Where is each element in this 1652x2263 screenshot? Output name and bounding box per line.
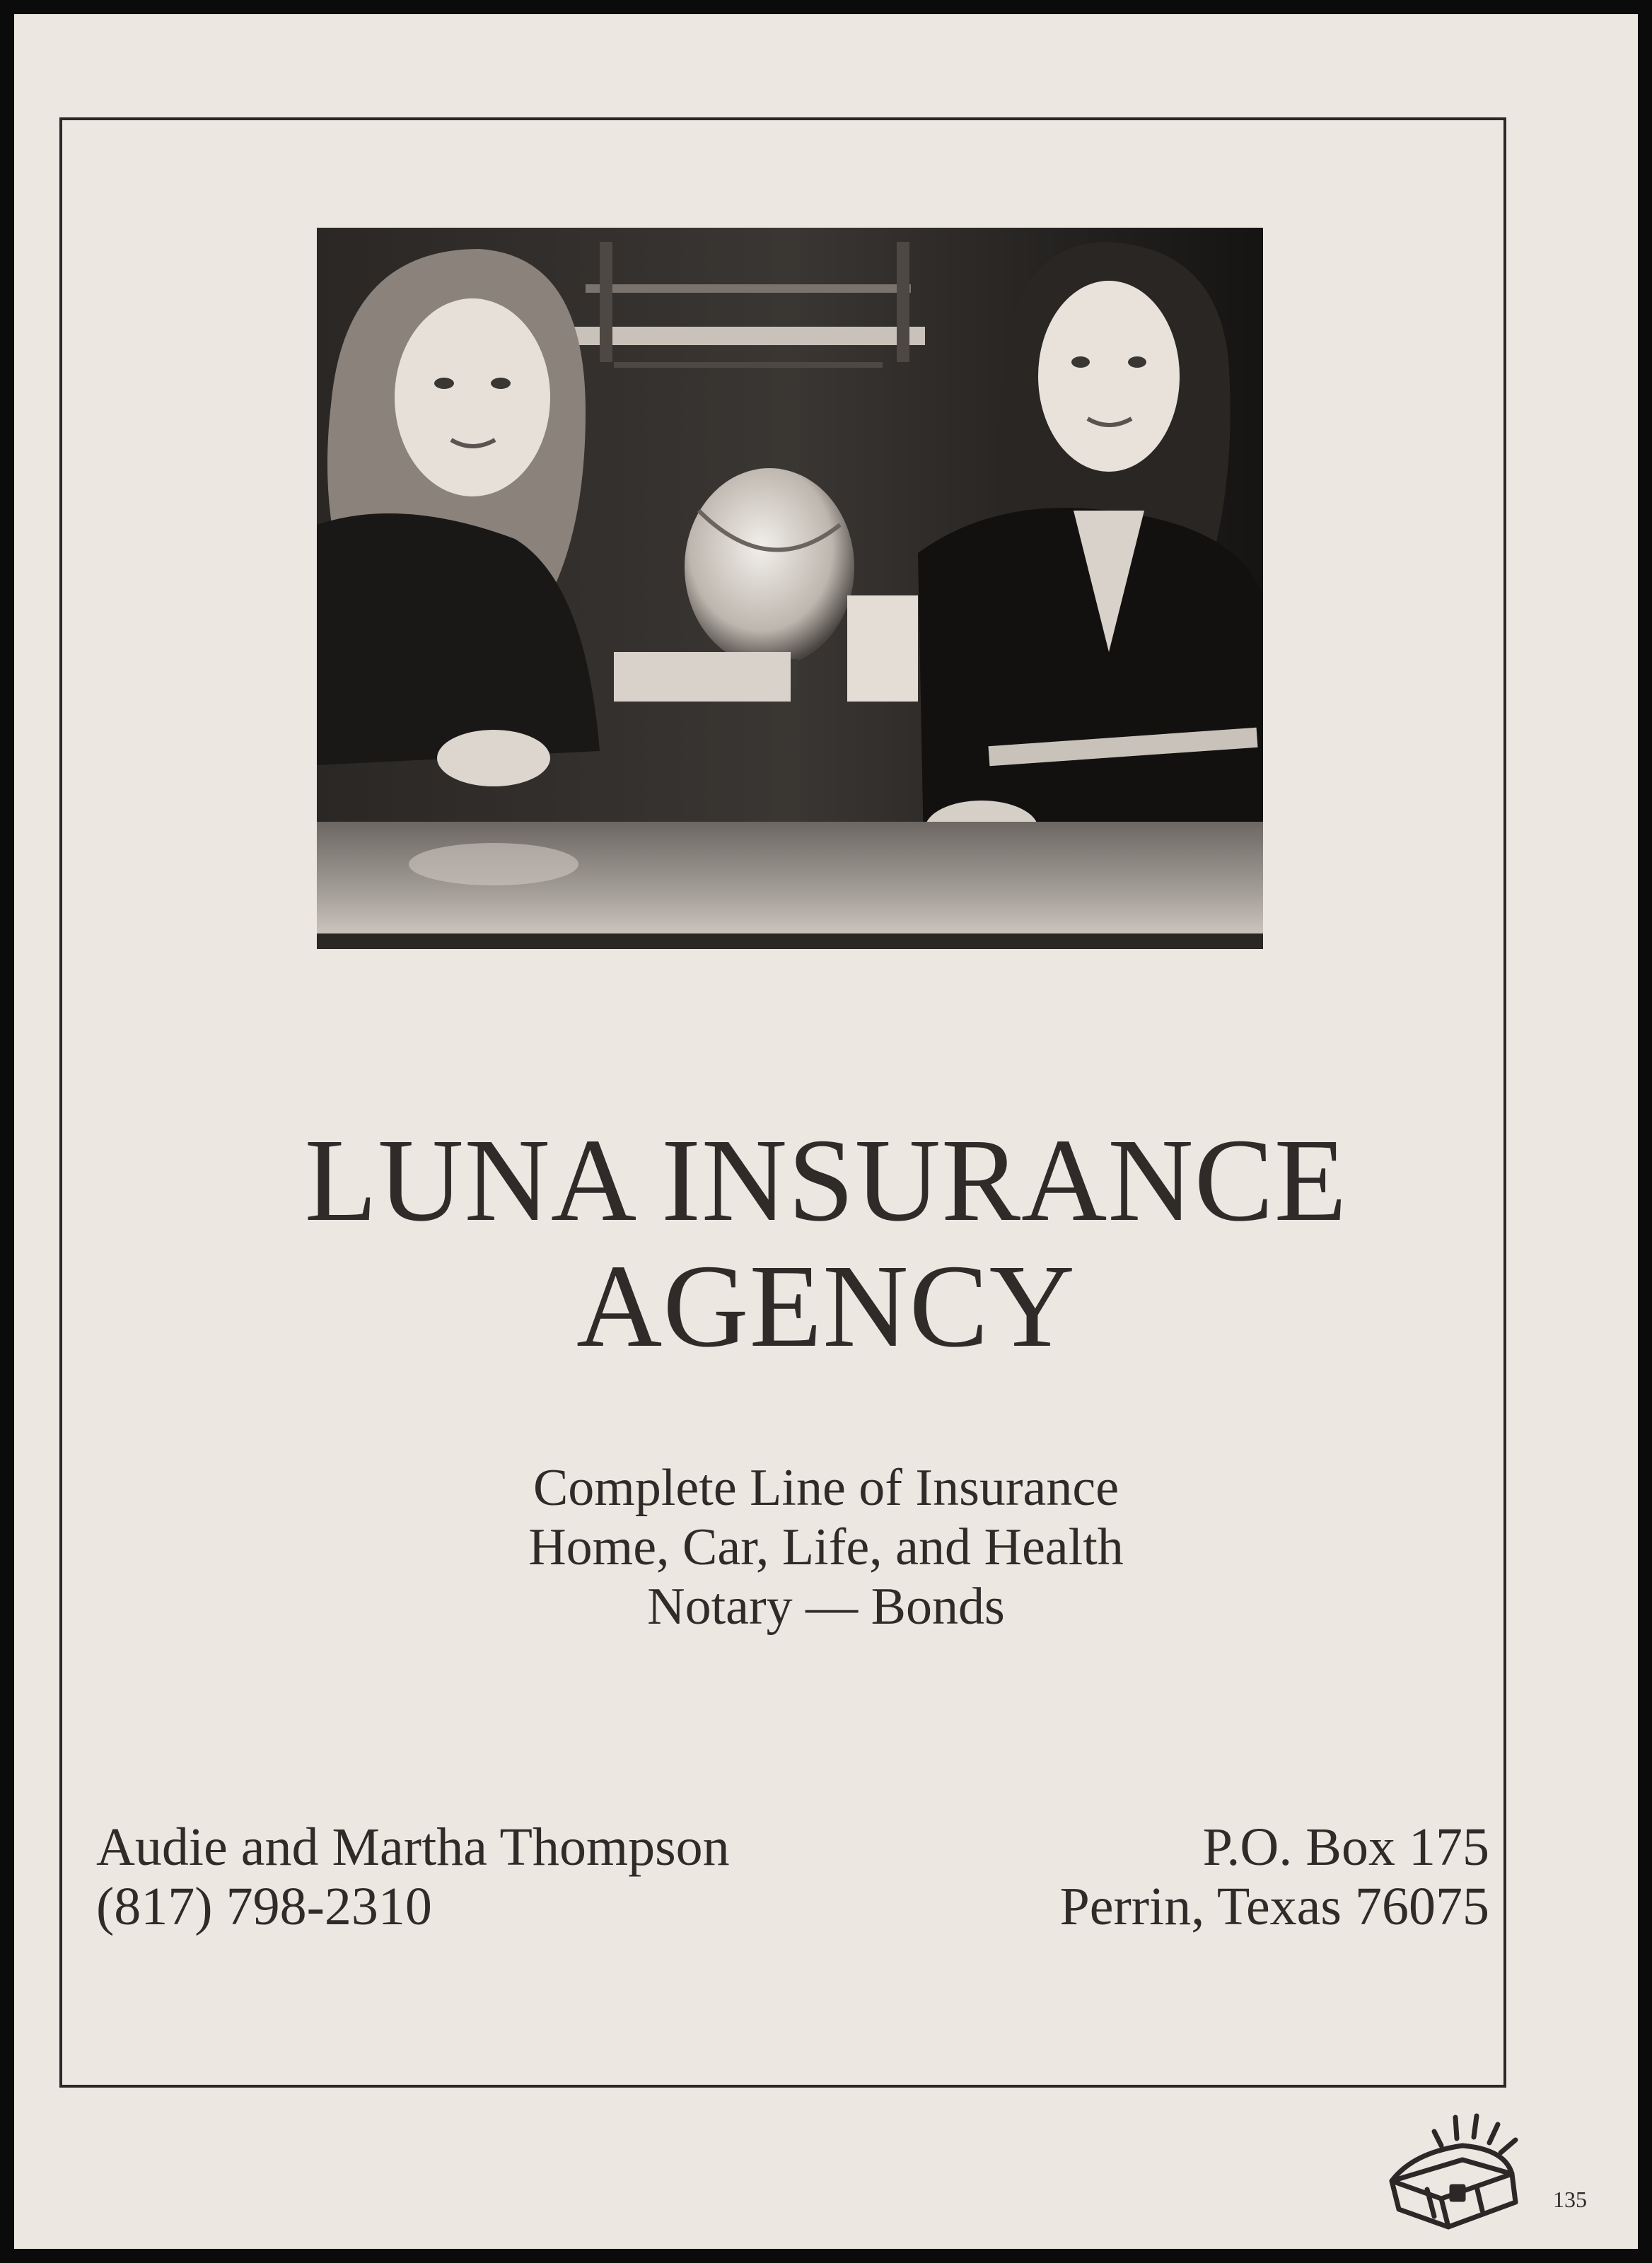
address-line2: Perrin, Texas 76075 (1059, 1877, 1489, 1936)
agency-name (14, 1115, 1638, 1372)
contact-block (96, 1817, 730, 1936)
services-list (14, 1458, 1638, 1636)
agency-name-line2: AGENCY (576, 1240, 1076, 1372)
treasure-chest-icon (1371, 2103, 1540, 2230)
contact-name: Audie and Martha Thompson (96, 1817, 730, 1877)
contact-phone: (817) 798-2310 (96, 1877, 432, 1936)
photo-illustration (317, 228, 1263, 949)
agency-name-line1: LUNA INSURANCE (304, 1115, 1348, 1246)
address-block (1059, 1817, 1489, 1936)
agency-photo (317, 228, 1263, 949)
yearbook-page (14, 14, 1638, 2249)
service-line: Complete Line of Insurance (533, 1459, 1119, 1517)
page-number: 135 (1553, 2187, 1587, 2212)
address-line1: P.O. Box 175 (1202, 1817, 1489, 1877)
service-line: Home, Car, Life, and Health (528, 1518, 1124, 1576)
service-line: Notary — Bonds (647, 1578, 1005, 1636)
